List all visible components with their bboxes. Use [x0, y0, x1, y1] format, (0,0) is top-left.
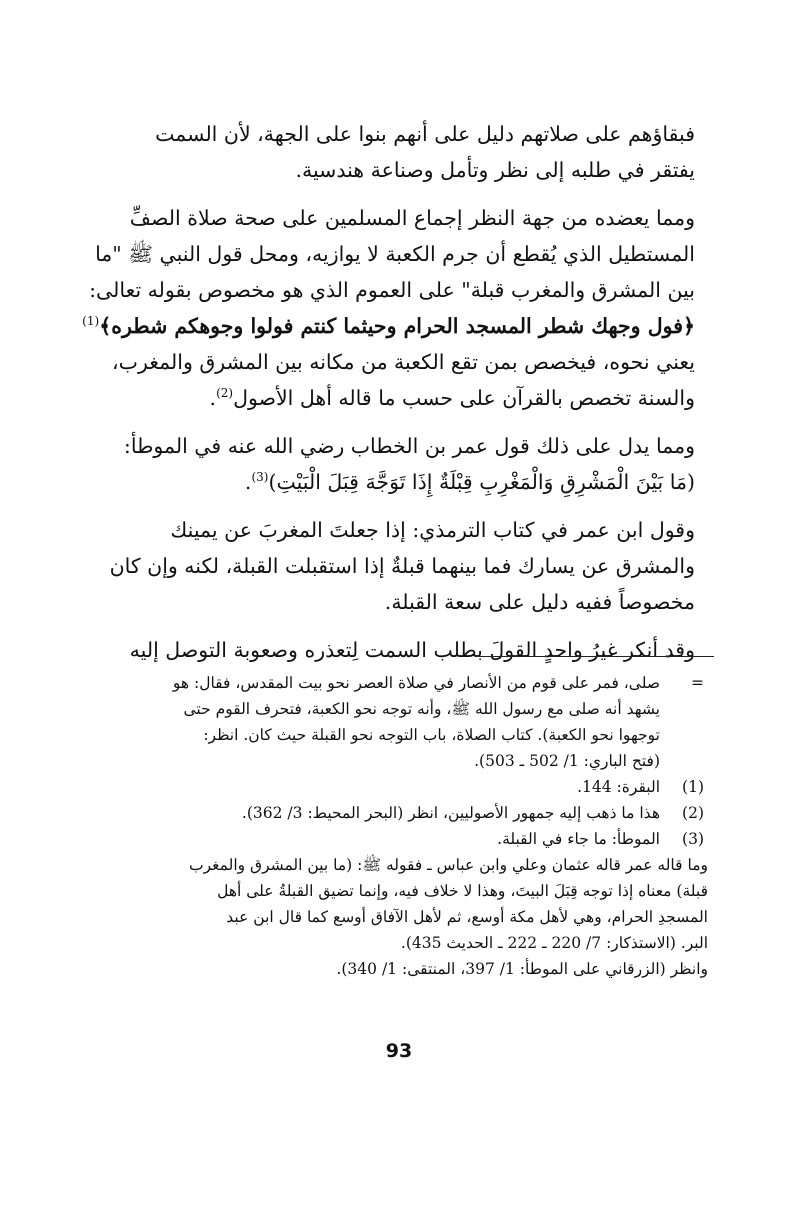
paragraph-text: والسنة تخصص بالقرآن على حسب ما قاله أهل الأصول [233, 386, 695, 410]
paragraph-line: بين المشرق والمغرب قبلة" على العموم الذي هو مخصوص بقوله تعالى: [89, 278, 695, 302]
footnote-line: المسجدِ الحرام، وهي لأهل مكة أوسع، ثم لأهل الآفاق أوسع كما قال ابن عبد [226, 908, 708, 926]
footnote-line: توجهوا نحو الكعبة). كتاب الصلاة، باب التوجه نحو القبلة حيث كان. انظر: [203, 726, 660, 744]
footnote-ref-1: (1) [82, 314, 100, 329]
footnote-line: وانظر (الزرقاني على الموطأ: 1/ 397، المنتقى: 1/ 340). [336, 960, 708, 978]
hadith-quote: (مَا بَيْنَ الْمَشْرِقِ وَالْمَغْرِبِ قِبْلَةٌ إِذَا تَوَجَّهَ قِبَلَ الْبَيْتِ) [268, 470, 695, 494]
paragraph-line: المستطيل الذي يُقطع أن جرم الكعبة لا يوازيه، ومحل قول النبي ﷺ "ما [95, 242, 695, 266]
footnote-marker: = [691, 674, 704, 692]
paragraph-2 [82, 200, 695, 416]
paragraph-line: ومما يعضده من جهة النظر إجماع المسلمين على صحة صلاة الصفِّ [129, 206, 695, 230]
footnote-line: الموطأ: ما جاء في القبلة. [497, 830, 660, 848]
paragraph-line: مخصوصاً ففيه دليل على سعة القبلة. [384, 590, 695, 614]
hadith-quote-line [120, 464, 695, 500]
footnote-line: يشهد أنه صلى مع رسول الله ﷺ، وأنه توجه نحو الكعبة، فتحرف القوم حتى [183, 700, 660, 718]
paragraph-4 [109, 512, 695, 620]
footnote-2 [118, 800, 708, 826]
footnote-line: وما قاله عمر قاله عثمان وعلي وابن عباس ـ فقوله ﷺ: (ما بين المشرق والمغرب [189, 856, 708, 874]
period: . [244, 470, 252, 494]
footnote-marker: (1) [682, 778, 704, 796]
footnote-body [118, 826, 660, 852]
paragraph-line [120, 380, 695, 416]
paragraph-5 [120, 632, 695, 668]
footnote-line: البر. (الاستذكار: 7/ 220 ـ 222 ـ الحديث 435). [400, 934, 708, 952]
footnote-ref-2: (2) [216, 386, 234, 401]
footnote-1 [118, 774, 708, 800]
footnote-body [118, 800, 660, 826]
paragraph-line: ومما يدل على ذلك قول عمر بن الخطاب رضي الله عنه في الموطأ: [123, 434, 695, 458]
footnote-3 [118, 826, 708, 852]
footnote-line: قبلة) معناه إذا توجه قِبَلَ البيتَ، وهذا لا خلاف فيه، وإنما تضيق القبلةُ على أهل [217, 882, 708, 900]
footnote-line: البقرة: 144. [577, 778, 660, 796]
paragraph-line: وقول ابن عمر في كتاب الترمذي: إذا جعلتَ المغربَ عن يمينك [170, 518, 695, 542]
page-number: 93 [385, 1040, 413, 1062]
paragraph-line: والمشرق عن يسارك فما بينهما قبلةٌ إذا استقبلت القبلة، لكنه وإن كان [109, 554, 695, 578]
footnote-line: صلى، فمر على قوم من الأنصار في صلاة العصر نحو بيت المقدس، فقال: هو [172, 674, 660, 692]
paragraph-3 [120, 428, 695, 500]
footnote-3-continuation [118, 852, 708, 982]
paragraph-line: فبقاؤهم على صلاتهم دليل على أنهم بنوا على الجهة، لأن السمت [155, 122, 695, 146]
footnote-line: (فتح الباري: 1/ 502 ـ 503). [474, 752, 660, 770]
paragraph-line: يفتقر في طلبه إلى نظر وتأمل وصناعة هندسية. [295, 158, 695, 182]
footnotes [118, 670, 708, 982]
period: . [209, 386, 217, 410]
quran-verse: ﴿فول وجهك شطر المسجد الحرام وحيثما كنتم فولوا وجوهكم شطره﴾ [99, 314, 695, 338]
footnote-body [118, 774, 660, 800]
main-text [82, 116, 695, 680]
paragraph-1 [120, 116, 695, 188]
footnote-body [118, 670, 660, 774]
footnote-line: هذا ما ذهب إليه جمهور الأصوليين، انظر (البحر المحيط: 3/ 362). [241, 804, 660, 822]
paragraph-line: وقد أنكر غيرُ واحدٍ القولَ بطلب السمت لِتعذره وصعوبة التوصل إليه [129, 638, 695, 662]
footnote-continuation [118, 670, 708, 774]
footnote-marker: (3) [682, 830, 704, 848]
footnote-ref-3: (3) [251, 470, 269, 485]
paragraph-line: يعني نحوه، فيخصص بمن تقع الكعبة من مكانه بين المشرق والمغرب، [112, 350, 695, 374]
quran-verse-line [82, 308, 695, 344]
footnote-marker: (2) [682, 804, 704, 822]
footnote-divider [476, 656, 714, 657]
